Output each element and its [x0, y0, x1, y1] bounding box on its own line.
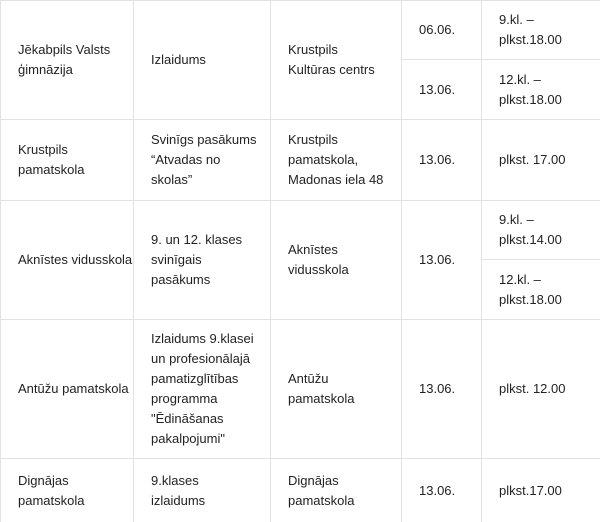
place-cell: Dignājas pamatskola	[271, 459, 402, 522]
school-cell: Antūžu pamatskola	[1, 320, 134, 459]
event-cell: Izlaidums 9.klasei un profesionālajā pamatizglītības programma "Ēdināšanas pakalpojumi"	[134, 320, 271, 459]
time-cell: plkst. 17.00	[482, 120, 600, 201]
date-cell: 13.06.	[402, 60, 482, 120]
school-cell: Dignājas pamatskola	[1, 459, 134, 522]
table-row	[1, 459, 600, 522]
time-cell: 12.kl. – plkst.18.00	[482, 60, 600, 120]
table-row	[1, 320, 600, 459]
school-cell: Krustpils pamatskola	[1, 120, 134, 201]
time-cell: 9.kl. – plkst.18.00	[482, 1, 600, 60]
event-cell: 9.klases izlaidums	[134, 459, 271, 522]
place-cell: Antūžu pamatskola	[271, 320, 402, 459]
event-cell: Izlaidums	[134, 1, 271, 120]
school-cell: Aknīstes vidusskola	[1, 201, 134, 320]
place-cell: Krustpils Kultūras centrs	[271, 1, 402, 120]
place-cell: Krustpils pamatskola, Madonas iela 48	[271, 120, 402, 201]
event-cell: Svinīgs pasākums “Atvadas no skolas”	[134, 120, 271, 201]
time-cell: plkst. 12.00	[482, 320, 600, 459]
date-cell: 13.06.	[402, 201, 482, 320]
place-cell: Aknīstes vidusskola	[271, 201, 402, 320]
date-cell: 13.06.	[402, 320, 482, 459]
date-cell: 13.06.	[402, 459, 482, 522]
table-row	[1, 120, 600, 201]
table-row	[1, 1, 600, 60]
date-cell: 06.06.	[402, 1, 482, 60]
time-cell: 12.kl. – plkst.18.00	[482, 260, 600, 320]
table-row	[1, 201, 600, 260]
time-cell: plkst.17.00	[482, 459, 600, 522]
date-cell: 13.06.	[402, 120, 482, 201]
school-cell: Jēkabpils Valsts ģimnāzija	[1, 1, 134, 120]
time-cell: 9.kl. – plkst.14.00	[482, 201, 600, 260]
event-cell: 9. un 12. klases svinīgais pasākums	[134, 201, 271, 320]
